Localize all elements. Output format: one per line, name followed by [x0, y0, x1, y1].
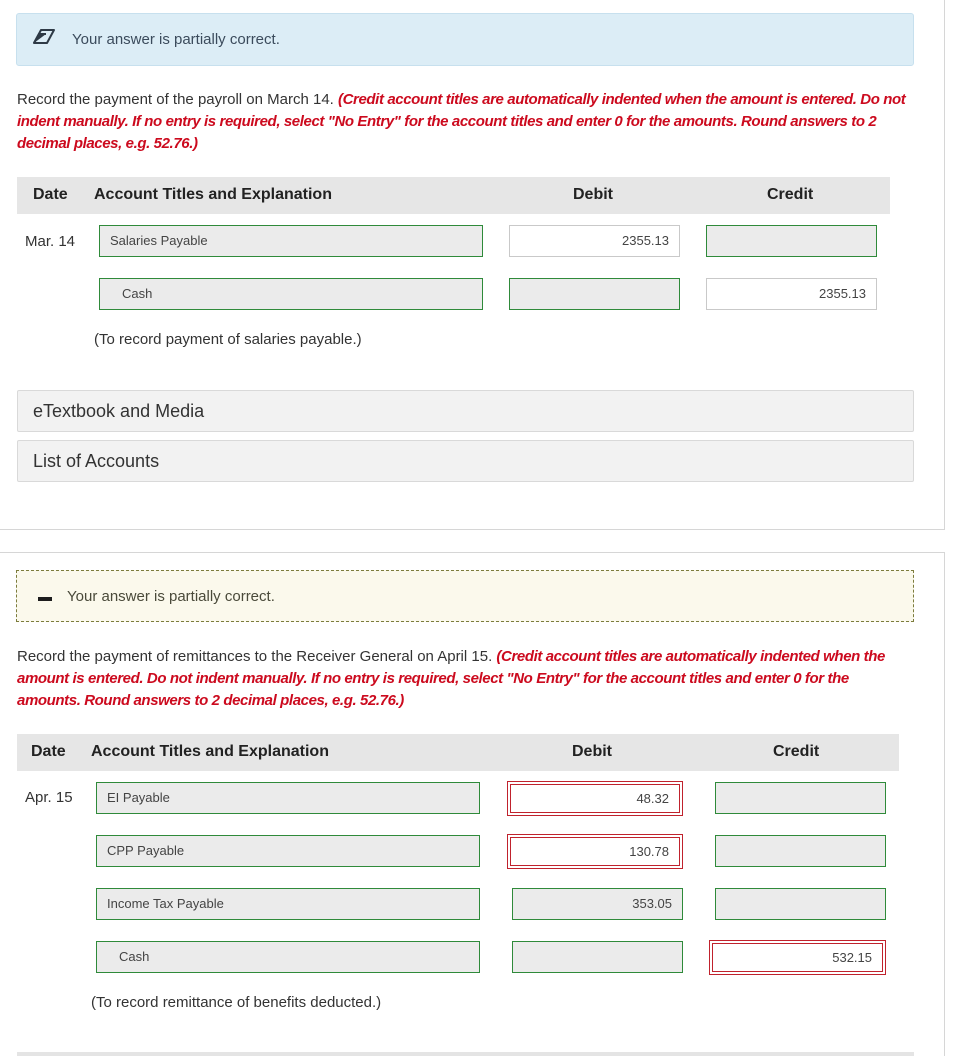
entry-date: Apr. 15: [25, 789, 73, 806]
header-debit: Debit: [573, 186, 613, 203]
entry-explanation: (To record remittance of benefits deducted.): [91, 994, 382, 1011]
debit-amount-field[interactable]: 2355.13: [509, 225, 680, 257]
page-scroll-gutter: [946, 0, 964, 1056]
header-account: Account Titles and Explanation: [91, 743, 329, 760]
credit-amount-field[interactable]: [706, 225, 877, 257]
debit-amount-field[interactable]: 353.05: [512, 888, 683, 920]
etextbook-media-link[interactable]: eTextbook and Media: [17, 390, 914, 432]
header-credit: Credit: [773, 743, 820, 760]
credit-amount-field[interactable]: 2355.13: [706, 278, 877, 310]
header-date: Date: [33, 186, 68, 203]
eraser-icon: [32, 28, 56, 51]
answer-status-text: Your answer is partially correct.: [72, 31, 280, 48]
list-of-accounts-link[interactable]: List of Accounts: [17, 440, 914, 482]
next-panel-edge: [17, 1052, 914, 1056]
question-prompt: [17, 89, 907, 155]
credit-amount-field[interactable]: 532.15: [712, 943, 883, 972]
account-title-field[interactable]: EI Payable: [96, 782, 480, 814]
account-title-field[interactable]: Cash: [96, 941, 480, 973]
credit-amount-field[interactable]: [715, 888, 886, 920]
account-title-field[interactable]: Salaries Payable: [99, 225, 483, 257]
journal-table-header: [17, 177, 890, 214]
question-card-1: [0, 0, 945, 530]
question-instruction: (Credit account titles are automatically indented when the amount is entered. Do not indent manually. If no entry is required, select "No Entry" for the account titles and enter 0 for the amounts. Round answers to 2 decimal places, e.g. 52.76.): [17, 648, 885, 709]
credit-amount-field[interactable]: [715, 835, 886, 867]
question-text: Record the payment of the payroll on March 14.: [17, 91, 339, 108]
minus-icon: [38, 590, 52, 608]
header-account: Account Titles and Explanation: [94, 186, 332, 203]
answer-status-banner: [16, 13, 914, 66]
header-debit: Debit: [572, 743, 612, 760]
account-title-field[interactable]: Income Tax Payable: [96, 888, 480, 920]
question-prompt: [17, 646, 907, 712]
header-credit: Credit: [767, 186, 814, 203]
entry-date: Mar. 14: [25, 233, 76, 250]
header-date: Date: [31, 743, 66, 760]
debit-amount-field[interactable]: 48.32: [510, 784, 680, 813]
entry-explanation: (To record payment of salaries payable.): [94, 331, 362, 348]
answer-status-text: Your answer is partially correct.: [67, 588, 275, 605]
debit-amount-field[interactable]: 130.78: [510, 837, 680, 866]
debit-amount-field[interactable]: [509, 278, 680, 310]
debit-amount-field[interactable]: [512, 941, 683, 973]
credit-amount-field[interactable]: [715, 782, 886, 814]
answer-status-banner: [16, 570, 914, 622]
question-instruction: (Credit account titles are automatically indented when the amount is entered. Do not indent manually. If no entry is required, select "No Entry" for the account titles and enter 0 for the amounts. Round answers to 2 decimal places, e.g. 52.76.): [17, 91, 906, 152]
account-title-field[interactable]: Cash: [99, 278, 483, 310]
journal-table-header: [17, 734, 899, 771]
account-title-field[interactable]: CPP Payable: [96, 835, 480, 867]
question-text: Record the payment of remittances to the Receiver General on April 15.: [17, 648, 497, 665]
